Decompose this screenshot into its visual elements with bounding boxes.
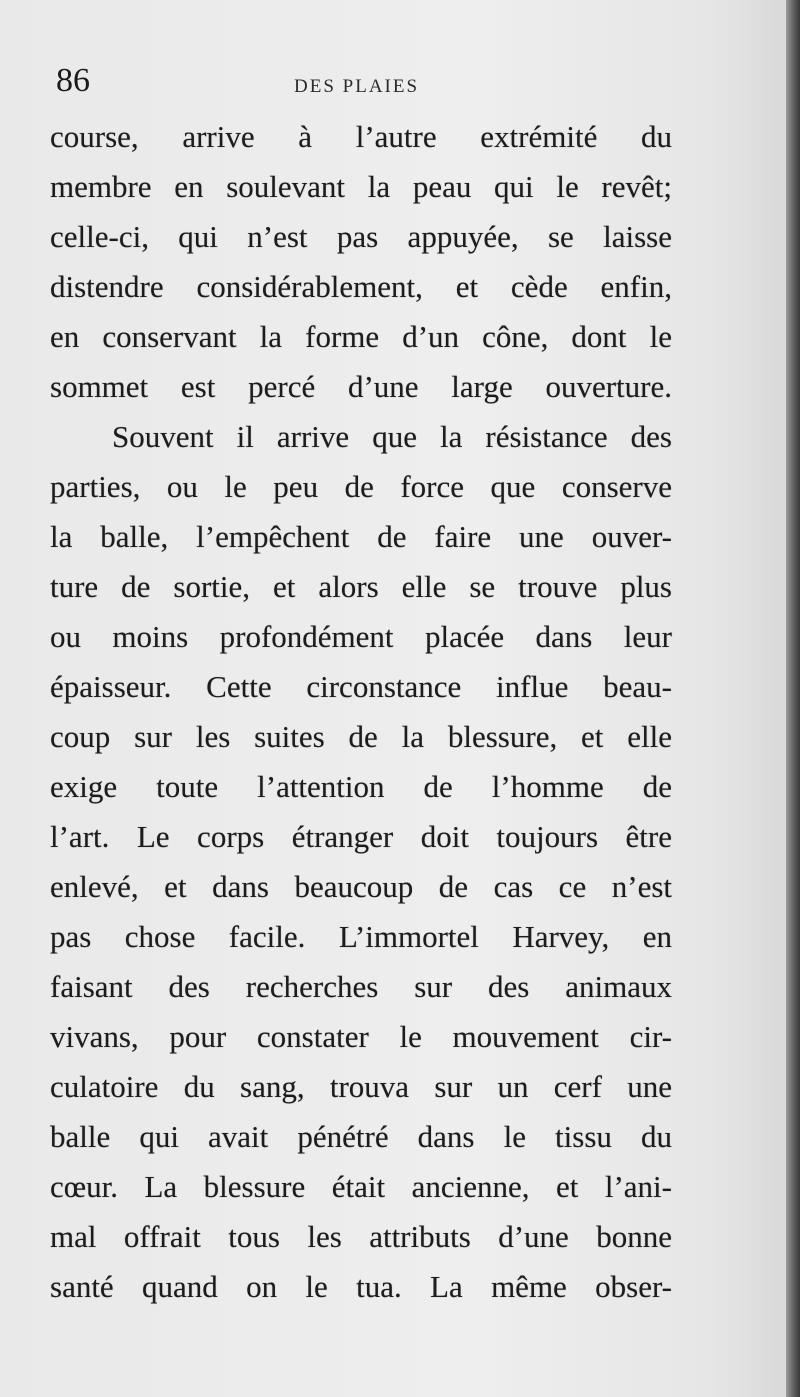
text-line: santé quand on le tua. La même obser- bbox=[50, 1269, 672, 1304]
text-line: faisant des recherches sur des animaux bbox=[50, 969, 672, 1004]
body-text bbox=[50, 112, 672, 1312]
text-line: ou moins profondément placée dans leur bbox=[50, 619, 672, 654]
text-line: la balle, l’empêchent de faire une ouver- bbox=[50, 519, 672, 554]
text-line: balle qui avait pénétré dans le tissu du bbox=[50, 1119, 672, 1154]
page-number: 86 bbox=[56, 62, 90, 99]
running-head: DES PLAIES bbox=[294, 76, 420, 97]
text-line: distendre considérablement, et cède enfin, bbox=[50, 269, 672, 304]
text-line: course, arrive à l’autre extrémité du bbox=[50, 119, 672, 154]
text-line: l’art. Le corps étranger doit toujours être bbox=[50, 819, 672, 854]
text-line: ture de sortie, et alors elle se trouve plus bbox=[50, 569, 672, 604]
text-line: épaisseur. Cette circonstance influe beau- bbox=[50, 669, 672, 704]
text-line: parties, ou le peu de force que conserve bbox=[50, 469, 672, 504]
text-line: enlevé, et dans beaucoup de cas ce n’est bbox=[50, 869, 672, 904]
text-line: sommet est percé d’une large ouverture. bbox=[50, 369, 672, 404]
text-line: exige toute l’attention de l’homme de bbox=[50, 769, 672, 804]
text-line: mal offrait tous les attributs d’une bonne bbox=[50, 1219, 672, 1254]
text-line: pas chose facile. L’immortel Harvey, en bbox=[50, 919, 672, 954]
text-line: Souvent il arrive que la résistance des bbox=[112, 419, 672, 454]
binding-edge bbox=[786, 0, 800, 1397]
text-line: coup sur les suites de la blessure, et elle bbox=[50, 719, 672, 754]
page-header bbox=[56, 62, 676, 102]
text-line: en conservant la forme d’un cône, dont le bbox=[50, 319, 672, 354]
text-line: vivans, pour constater le mouvement cir- bbox=[50, 1019, 672, 1054]
text-line: cœur. La blessure était ancienne, et l’ani- bbox=[50, 1169, 672, 1204]
text-line: celle-ci, qui n’est pas appuyée, se laisse bbox=[50, 219, 672, 254]
text-line: membre en soulevant la peau qui le revêt; bbox=[50, 169, 672, 204]
text-line: culatoire du sang, trouva sur un cerf une bbox=[50, 1069, 672, 1104]
